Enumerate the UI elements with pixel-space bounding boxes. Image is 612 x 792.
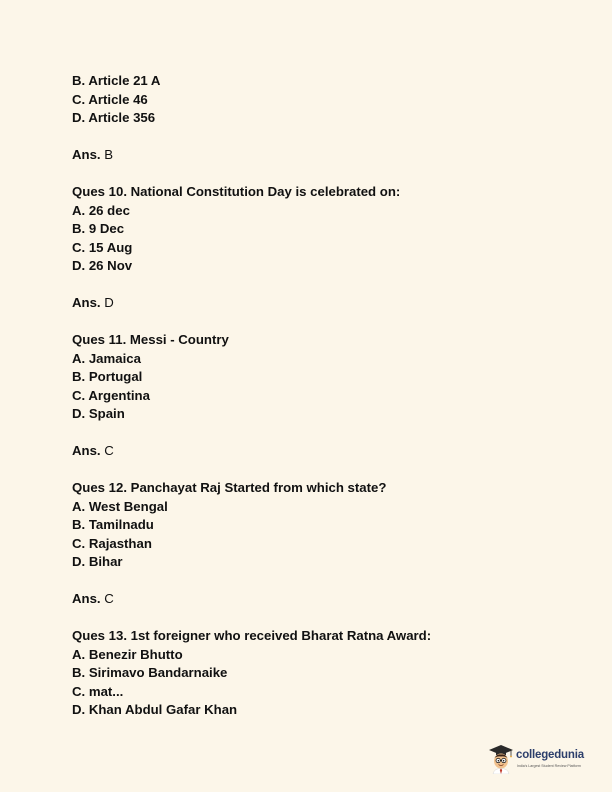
option-line: D. 26 Nov: [72, 258, 133, 273]
answer-line: [72, 146, 542, 165]
option-line: C. mat...: [72, 683, 124, 699]
option-line: C. Article 46: [72, 91, 148, 107]
question-title: Ques 10. National Constitution Day is celebrated on:: [72, 184, 401, 199]
collegedunia-logo[interactable]: [488, 744, 592, 774]
logo-tagline: India's Largest Student Review Platform: [517, 764, 581, 768]
answer-label: Ans.: [72, 147, 101, 162]
answer-line: [72, 590, 542, 609]
option-line: B. Portugal: [72, 369, 143, 384]
option-line: B. Article 21 A: [72, 73, 161, 88]
question-title: Ques 11. Messi - Country: [72, 332, 229, 347]
option-line: D. Khan Abdul Gafar Khan: [72, 702, 238, 717]
option-line: D. Spain: [72, 406, 125, 421]
answer-line: [72, 442, 542, 461]
answer-line: [72, 294, 542, 313]
answer-label: Ans.: [72, 591, 101, 606]
option-line: C. Rajasthan: [72, 535, 152, 551]
option-line: A. Jamaica: [72, 350, 141, 366]
answer-label: Ans.: [72, 443, 101, 458]
document-body: [72, 72, 542, 720]
option-line: A. Benezir Bhutto: [72, 646, 183, 662]
answer-value: C: [104, 591, 114, 606]
answer-label: Ans.: [72, 295, 101, 310]
question-title: Ques 12. Panchayat Raj Started from which state?: [72, 480, 387, 495]
option-line: C. 15 Aug: [72, 239, 133, 255]
option-line: D. Bihar: [72, 554, 123, 569]
option-line: C. Argentina: [72, 387, 150, 403]
option-line: B. 9 Dec: [72, 221, 125, 236]
option-line: B. Tamilnadu: [72, 517, 154, 532]
answer-value: B: [104, 147, 114, 162]
logo-wordmark: collegedunia: [516, 749, 584, 761]
answer-value: D: [104, 295, 114, 310]
question-title: Ques 13. 1st foreigner who received Bharat Ratna Award:: [72, 628, 432, 643]
option-line: A. 26 dec: [72, 202, 130, 218]
option-line: D. Article 356: [72, 110, 156, 125]
option-line: B. Sirimavo Bandarnaike: [72, 665, 228, 680]
option-line: A. West Bengal: [72, 498, 168, 514]
answer-value: C: [104, 443, 114, 458]
graduate-mascot-icon: [488, 744, 514, 774]
